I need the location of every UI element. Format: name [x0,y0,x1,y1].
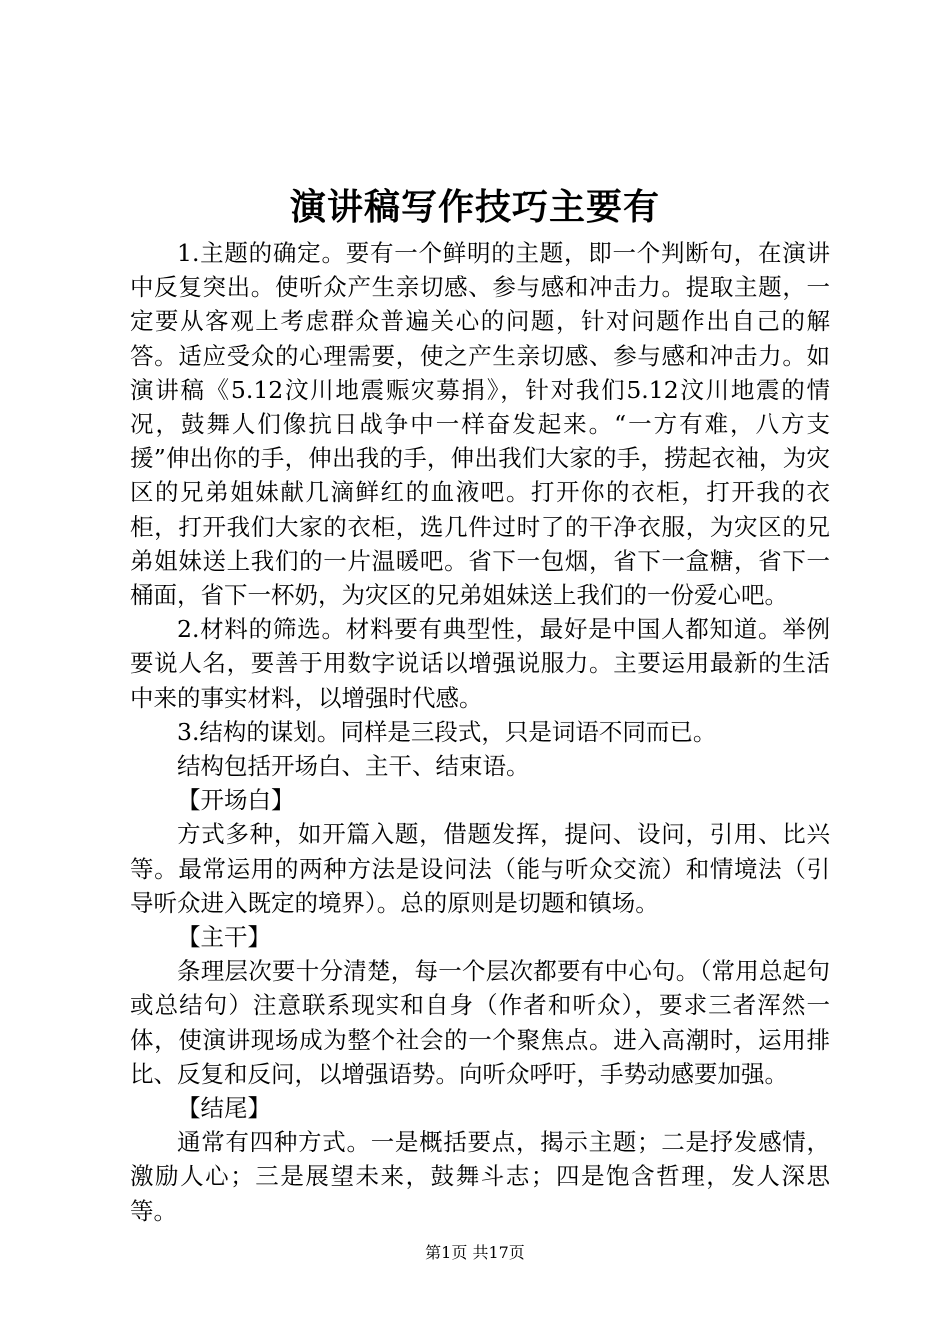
paragraph-ending: 通常有四种方式。一是概括要点，揭示主题；二是抒发感情，激励人心；三是展望未来，鼓舞斗志；四是饱含哲理，发人深思等。 [130,1128,830,1225]
paragraph-structure: 3.结构的谋划。同样是三段式，只是词语不同而已。 [177,717,717,746]
heading-ending: 【结尾】 [177,1094,271,1123]
paragraph-structure-parts: 结构包括开场白、主干、结束语。 [177,752,530,781]
paragraph-opening: 方式多种，如开篇入题，借题发挥，提问、设问，引用、比兴等。最常运用的两种方法是设问法（能与听众交流）和情境法（引导听众进入既定的境界）。总的原则是切题和镇场。 [130,820,830,917]
heading-main-body: 【主干】 [177,923,271,952]
page-title: 演讲稿写作技巧主要有 [289,186,660,228]
document-body [130,236,830,1228]
paragraph-material: 2.材料的筛选。材料要有典型性，最好是中国人都知道。举例要说人名，要善于用数字说话以增强说服力。主要运用最新的生活中来的事实材料，以增强时代感。 [130,615,830,712]
paragraph-main-body: 条理层次要十分清楚，每一个层次都要有中心句。（常用总起句或总结句）注意联系现实和自身（作者和听众），要求三者浑然一体，使演讲现场成为整个社会的一个聚焦点。进入高潮时，运用排比、反复和反问，以增强语势。向听众呼吁，手势动感要加强。 [130,957,830,1088]
page-number: 第1页 共17页 [425,1243,525,1262]
paragraph-topic: 1.主题的确定。要有一个鲜明的主题，即一个判断句，在演讲中反复突出。使听众产生亲切感、参与感和冲击力。提取主题，一定要从客观上考虑群众普遍关心的问题，针对问题作出自己的解答。适应受众的心理需要，使之产生亲切感、参与感和冲击力。如演讲稿《5.12汶川地震赈灾募捐》，针对我们5.12汶川地震的情况，鼓舞人们像抗日战争中一样奋发起来。“一方有难，八方支援”伸出你的手，伸出我的手，伸出我们大家的手，捞起衣袖，为灾区的兄弟姐妹献几滴鲜红的血液吧。打开你的衣柜，打开我的衣柜，打开我们大家的衣柜，选几件过时了的干净衣服，为灾区的兄弟姐妹送上我们的一片温暖吧。省下一包烟，省下一盒糖，省下一桶面，省下一杯奶，为灾区的兄弟姐妹送上我们的一份爱心吧。 [130,239,830,610]
heading-opening: 【开场白】 [177,786,295,815]
page-footer [0,1241,950,1265]
